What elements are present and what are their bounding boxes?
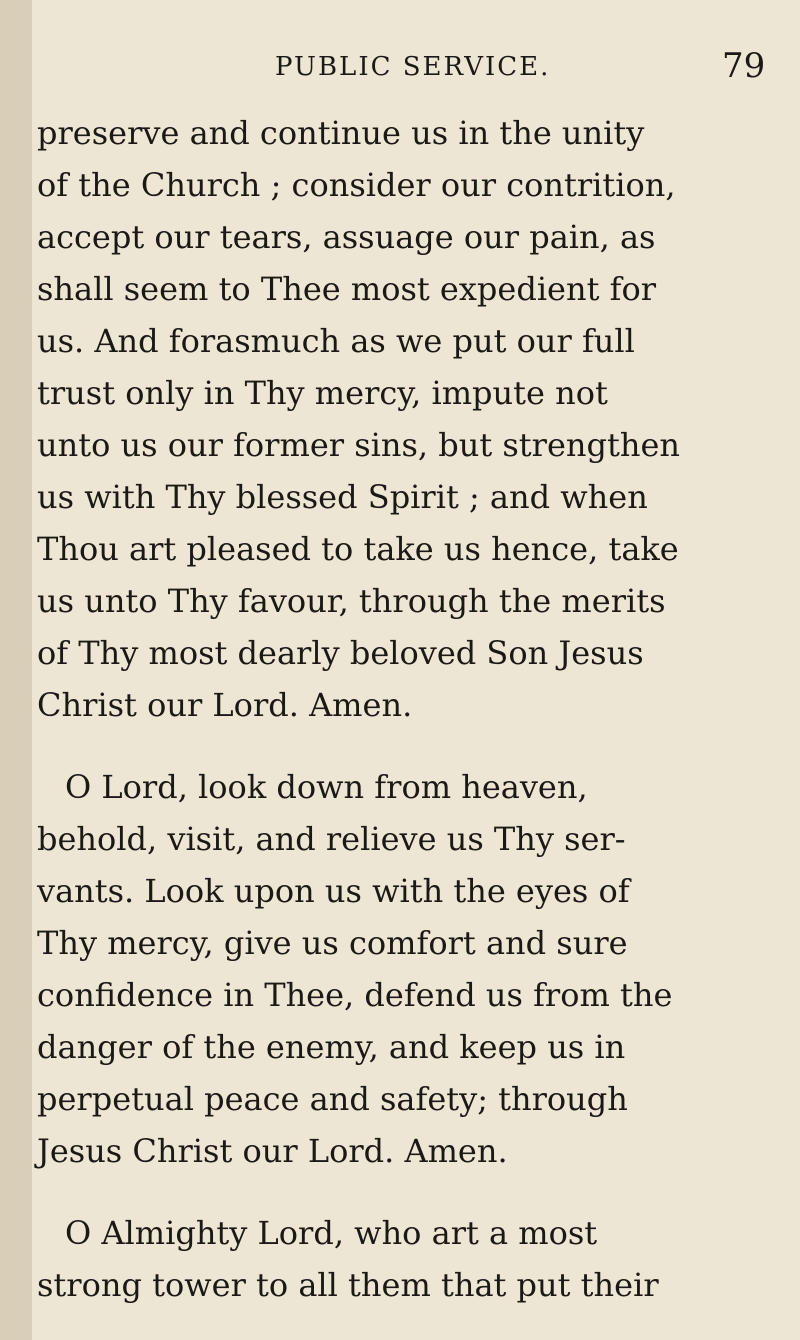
text-line: Thy mercy, give us comfort and sure: [37, 924, 628, 962]
text-line: Christ our Lord. Amen.: [37, 686, 413, 724]
text-line: Thou art pleased to take us hence, take: [37, 530, 679, 568]
page-number: 79: [722, 46, 766, 86]
text-line: us unto Thy favour, through the merits: [37, 582, 666, 620]
text-line: trust only in Thy mercy, impute not: [37, 374, 608, 412]
text-line: confidence in Thee, defend us from the: [37, 976, 673, 1014]
text-line: strong tower to all them that put their: [37, 1266, 659, 1304]
text-line: preserve and continue us in the unity: [37, 114, 645, 152]
text-line: danger of the enemy, and keep us in: [37, 1028, 626, 1066]
text-line: accept our tears, assuage our pain, as: [37, 218, 656, 256]
text-line: vants. Look upon us with the eyes of: [37, 872, 630, 910]
text-line: us. And forasmuch as we put our full: [37, 322, 635, 360]
text-line: O Lord, look down from heaven,: [65, 768, 588, 806]
text-line: unto us our former sins, but strengthen: [37, 426, 680, 464]
text-line: behold, visit, and relieve us Thy ser-: [37, 820, 626, 858]
text-line: of the Church ; consider our contrition,: [37, 166, 676, 204]
text-line: O Almighty Lord, who art a most: [65, 1214, 598, 1252]
page-gutter-shadow: [0, 0, 32, 1340]
running-header: PUBLIC SERVICE.: [275, 52, 551, 82]
text-line: of Thy most dearly beloved Son Jesus: [37, 634, 644, 672]
text-line: shall seem to Thee most expedient for: [37, 270, 657, 308]
text-line: perpetual peace and safety; through: [37, 1080, 628, 1118]
text-line: Jesus Christ our Lord. Amen.: [37, 1132, 508, 1170]
text-line: us with Thy blessed Spirit ; and when: [37, 478, 648, 516]
